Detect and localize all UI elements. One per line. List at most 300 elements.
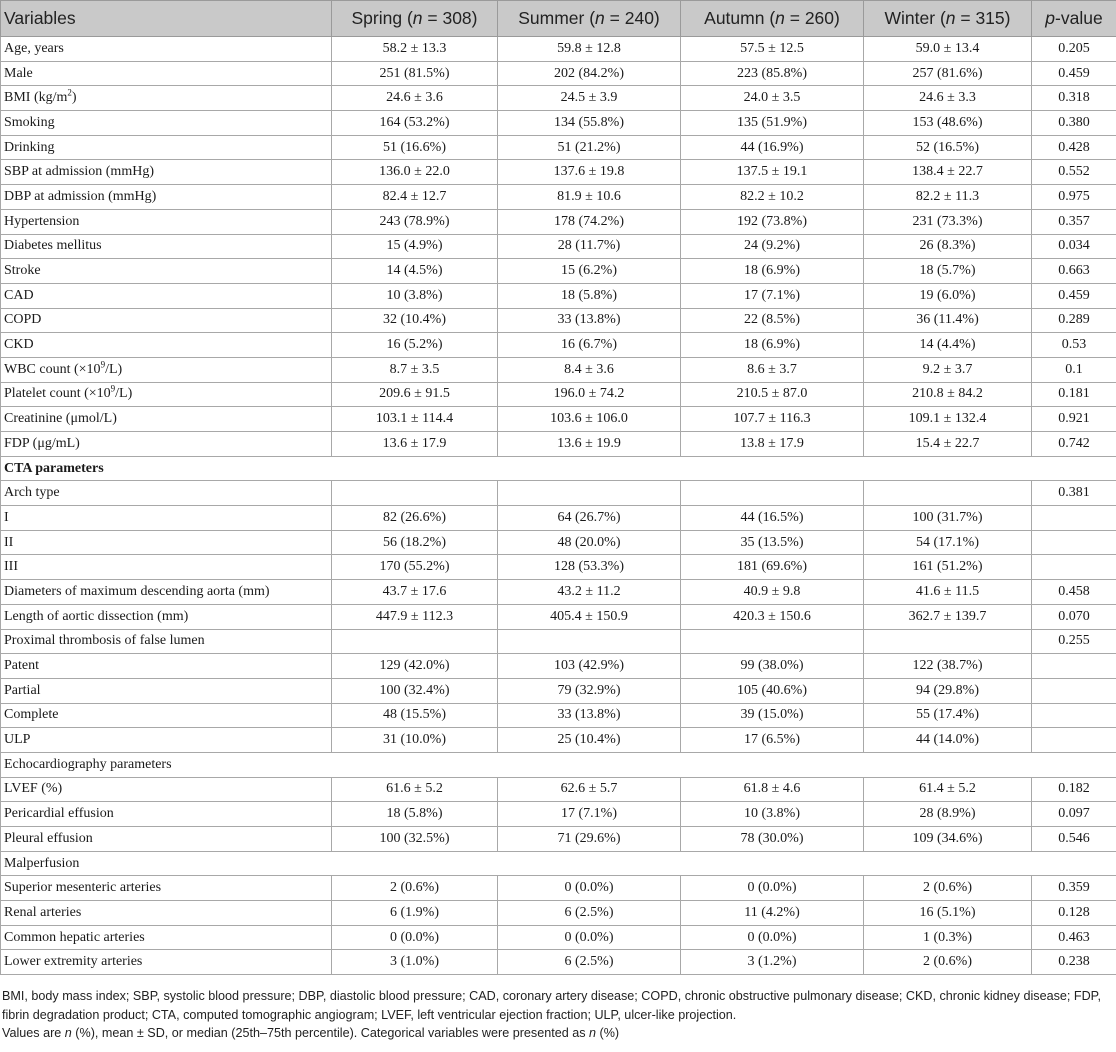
table-cell: 18 (6.9%) — [681, 333, 864, 358]
table-cell: 61.4 ± 5.2 — [864, 777, 1032, 802]
table-row — [1, 407, 1116, 432]
table-cell: 18 (6.9%) — [681, 259, 864, 284]
table-row — [1, 111, 1116, 136]
table-row — [1, 925, 1116, 950]
table-cell: 447.9 ± 112.3 — [332, 604, 498, 629]
table-cell: 6 (2.5%) — [498, 950, 681, 975]
table-cell: 56 (18.2%) — [332, 530, 498, 555]
table-cell: 6 (1.9%) — [332, 901, 498, 926]
row-label — [1, 654, 332, 679]
table-cell: 8.7 ± 3.5 — [332, 357, 498, 382]
table-cell: 0 (0.0%) — [498, 925, 681, 950]
table-row — [1, 950, 1116, 975]
table-cell: 0 (0.0%) — [332, 925, 498, 950]
table-row — [1, 160, 1116, 185]
column-header-label: n — [595, 8, 605, 28]
row-label-text: Pleural effusion — [4, 830, 93, 846]
values-note-part: Values are — [2, 1026, 65, 1041]
table-row — [1, 827, 1116, 852]
column-header — [864, 1, 1032, 37]
table-cell: 362.7 ± 139.7 — [864, 604, 1032, 629]
table-cell: 0 (0.0%) — [681, 925, 864, 950]
p-value-cell: 0.663 — [1032, 259, 1116, 284]
row-label-text: ) — [71, 90, 77, 106]
table-cell: 107.7 ± 116.3 — [681, 407, 864, 432]
p-value-cell — [1032, 703, 1116, 728]
row-label — [1, 185, 332, 210]
p-value-cell: 0.459 — [1032, 61, 1116, 86]
row-label — [1, 61, 332, 86]
values-note-part: (%), mean ± SD, or median (25th–75th percentile). Categorical variables were presented as — [71, 1026, 590, 1041]
table-cell: 135 (51.9%) — [681, 111, 864, 136]
row-label-text: WBC count (×10 — [4, 361, 101, 377]
row-label — [1, 308, 332, 333]
column-header-label: p — [1045, 8, 1056, 28]
row-label — [1, 530, 332, 555]
p-value-cell: 0.238 — [1032, 950, 1116, 975]
table-cell: 16 (5.2%) — [332, 333, 498, 358]
table-cell: 129 (42.0%) — [332, 654, 498, 679]
values-note-n: n — [589, 1026, 597, 1041]
row-label-text: BMI (kg/m — [4, 90, 68, 106]
row-label-text: Platelet count (×10 — [4, 386, 111, 402]
row-label-text: Arch type — [4, 485, 60, 501]
table-cell: 0 (0.0%) — [498, 876, 681, 901]
table-cell: 420.3 ± 150.6 — [681, 604, 864, 629]
column-header-label: n — [412, 8, 423, 28]
row-label — [1, 382, 332, 407]
table-cell: 209.6 ± 91.5 — [332, 382, 498, 407]
row-label-text: Complete — [4, 707, 59, 723]
table-cell: 128 (53.3%) — [498, 555, 681, 580]
row-label-text: Length of aortic dissection (mm) — [4, 608, 189, 624]
table-cell: 137.5 ± 19.1 — [681, 160, 864, 185]
column-header-label: = 260) — [784, 8, 840, 28]
table-cell: 8.6 ± 3.7 — [681, 357, 864, 382]
p-value-cell: 0.742 — [1032, 432, 1116, 457]
p-value-cell: 0.097 — [1032, 802, 1116, 827]
table-cell: 16 (6.7%) — [498, 333, 681, 358]
table-cell: 82.4 ± 12.7 — [332, 185, 498, 210]
row-label — [1, 506, 332, 531]
section-row — [1, 456, 1116, 481]
table-cell: 0 (0.0%) — [681, 876, 864, 901]
row-label-superscript: 9 — [110, 383, 116, 394]
row-label-text: III — [4, 559, 18, 575]
table-cell: 251 (81.5%) — [332, 61, 498, 86]
table-cell — [498, 481, 681, 506]
table-cell: 78 (30.0%) — [681, 827, 864, 852]
table-row — [1, 357, 1116, 382]
row-label-text: Patent — [4, 658, 39, 674]
table-cell: 2 (0.6%) — [864, 950, 1032, 975]
row-label — [1, 357, 332, 382]
p-value-cell: 0.975 — [1032, 185, 1116, 210]
table-cell: 15 (4.9%) — [332, 234, 498, 259]
table-cell — [681, 481, 864, 506]
table-body — [1, 37, 1116, 975]
table-cell: 134 (55.8%) — [498, 111, 681, 136]
row-label — [1, 481, 332, 506]
table-cell — [332, 629, 498, 654]
column-header-label: Autumn ( — [704, 8, 776, 28]
table-cell: 210.5 ± 87.0 — [681, 382, 864, 407]
column-header-label: Winter ( — [884, 8, 946, 28]
table-cell: 44 (14.0%) — [864, 728, 1032, 753]
table-cell: 17 (7.1%) — [681, 283, 864, 308]
row-label-text: Lower extremity arteries — [4, 954, 143, 970]
table-row — [1, 703, 1116, 728]
p-value-cell: 0.53 — [1032, 333, 1116, 358]
table-row — [1, 234, 1116, 259]
table-row — [1, 333, 1116, 358]
table-cell: 14 (4.4%) — [864, 333, 1032, 358]
row-label-text: Renal arteries — [4, 904, 82, 920]
table-cell: 24 (9.2%) — [681, 234, 864, 259]
table-cell: 6 (2.5%) — [498, 901, 681, 926]
p-value-cell — [1032, 555, 1116, 580]
row-label — [1, 728, 332, 753]
table-row — [1, 876, 1116, 901]
table-cell: 3 (1.2%) — [681, 950, 864, 975]
table-cell: 44 (16.9%) — [681, 135, 864, 160]
table-cell: 52 (16.5%) — [864, 135, 1032, 160]
row-label — [1, 160, 332, 185]
row-label — [1, 580, 332, 605]
row-label-text: Hypertension — [4, 213, 80, 229]
p-value-cell: 0.128 — [1032, 901, 1116, 926]
row-label-text: FDP (μg/mL) — [4, 435, 80, 451]
row-label — [1, 37, 332, 62]
table-cell: 137.6 ± 19.8 — [498, 160, 681, 185]
row-label-text: DBP at admission (mmHg) — [4, 188, 157, 204]
row-label-text: II — [4, 534, 14, 550]
table-cell: 100 (31.7%) — [864, 506, 1032, 531]
table-cell: 32 (10.4%) — [332, 308, 498, 333]
row-label-text: Diameters of maximum descending aorta (mm) — [4, 583, 270, 599]
row-label — [1, 901, 332, 926]
table-row — [1, 135, 1116, 160]
column-header-label: n — [775, 8, 785, 28]
table-cell: 13.6 ± 17.9 — [332, 432, 498, 457]
row-label — [1, 432, 332, 457]
table-cell: 64 (26.7%) — [498, 506, 681, 531]
p-value-cell: 0.289 — [1032, 308, 1116, 333]
table-cell: 257 (81.6%) — [864, 61, 1032, 86]
table-row — [1, 777, 1116, 802]
table-row — [1, 209, 1116, 234]
row-label-text: Partial — [4, 682, 41, 698]
table-cell: 28 (8.9%) — [864, 802, 1032, 827]
column-header — [498, 1, 681, 37]
row-label-text: /L) — [105, 361, 123, 377]
table-cell: 18 (5.7%) — [864, 259, 1032, 284]
row-label — [1, 111, 332, 136]
table-row — [1, 802, 1116, 827]
table-cell: 48 (15.5%) — [332, 703, 498, 728]
row-label — [1, 950, 332, 975]
table-row — [1, 654, 1116, 679]
p-value-cell — [1032, 530, 1116, 555]
table-cell: 24.0 ± 3.5 — [681, 86, 864, 111]
table-cell: 2 (0.6%) — [864, 876, 1032, 901]
table-cell: 15.4 ± 22.7 — [864, 432, 1032, 457]
row-label — [1, 333, 332, 358]
p-value-cell: 0.070 — [1032, 604, 1116, 629]
table-cell: 79 (32.9%) — [498, 678, 681, 703]
section-heading: Echocardiography parameters — [1, 752, 1116, 777]
row-label — [1, 876, 332, 901]
table-cell: 105 (40.6%) — [681, 678, 864, 703]
p-value-cell: 0.255 — [1032, 629, 1116, 654]
section-heading: Malperfusion — [1, 851, 1116, 876]
table-cell: 17 (7.1%) — [498, 802, 681, 827]
table-cell: 181 (69.6%) — [681, 555, 864, 580]
row-label-text: LVEF (%) — [4, 781, 63, 797]
p-value-cell: 0.458 — [1032, 580, 1116, 605]
row-label — [1, 407, 332, 432]
row-label-text: Superior mesenteric arteries — [4, 880, 162, 896]
table-cell: 13.8 ± 17.9 — [681, 432, 864, 457]
table-cell: 17 (6.5%) — [681, 728, 864, 753]
row-label — [1, 555, 332, 580]
table-cell: 170 (55.2%) — [332, 555, 498, 580]
section-row — [1, 851, 1116, 876]
row-label — [1, 678, 332, 703]
table-cell: 36 (11.4%) — [864, 308, 1032, 333]
table-row — [1, 728, 1116, 753]
table-cell: 8.4 ± 3.6 — [498, 357, 681, 382]
abbreviation-note: BMI, body mass index; SBP, systolic blood pressure; DBP, diastolic blood pressure; CAD, coronary artery disease; COPD, chronic obstructive pulmonary disease; CKD, chronic kidney disease; FDP, fibrin degradation product; CTA, computed tomographic angiogram; LVEF, left ventricular ejection fraction; ULP, ulcer-like projection. — [2, 989, 1101, 1022]
column-header-label: -value — [1055, 8, 1103, 28]
table-cell: 243 (78.9%) — [332, 209, 498, 234]
table-cell: 3 (1.0%) — [332, 950, 498, 975]
row-label-text: Pericardial effusion — [4, 806, 114, 822]
table-row — [1, 61, 1116, 86]
row-label-text: Age, years — [4, 40, 64, 56]
p-value-cell: 0.552 — [1032, 160, 1116, 185]
p-value-cell: 0.205 — [1032, 37, 1116, 62]
table-cell: 57.5 ± 12.5 — [681, 37, 864, 62]
table-cell: 35 (13.5%) — [681, 530, 864, 555]
table-row — [1, 629, 1116, 654]
table-cell: 33 (13.8%) — [498, 308, 681, 333]
table-cell: 10 (3.8%) — [332, 283, 498, 308]
row-label-text: CKD — [4, 337, 34, 353]
table-cell: 39 (15.0%) — [681, 703, 864, 728]
table-cell: 41.6 ± 11.5 — [864, 580, 1032, 605]
table-cell: 82.2 ± 10.2 — [681, 185, 864, 210]
table-cell: 210.8 ± 84.2 — [864, 382, 1032, 407]
row-label — [1, 827, 332, 852]
row-label-text: Smoking — [4, 114, 55, 130]
column-header — [681, 1, 864, 37]
table-row — [1, 604, 1116, 629]
table-cell: 51 (16.6%) — [332, 135, 498, 160]
table-cell: 43.7 ± 17.6 — [332, 580, 498, 605]
p-value-cell — [1032, 506, 1116, 531]
table-cell: 94 (29.8%) — [864, 678, 1032, 703]
table-row — [1, 555, 1116, 580]
row-label-text: Drinking — [4, 139, 55, 155]
table-cell: 48 (20.0%) — [498, 530, 681, 555]
table-cell: 103.1 ± 114.4 — [332, 407, 498, 432]
table-cell: 61.6 ± 5.2 — [332, 777, 498, 802]
p-value-cell: 0.182 — [1032, 777, 1116, 802]
p-value-cell: 0.921 — [1032, 407, 1116, 432]
column-header — [1032, 1, 1116, 37]
row-label-text: I — [4, 509, 9, 525]
table-cell: 100 (32.4%) — [332, 678, 498, 703]
table-row — [1, 901, 1116, 926]
row-label — [1, 777, 332, 802]
row-label-superscript: 2 — [67, 87, 72, 98]
p-value-cell: 0.459 — [1032, 283, 1116, 308]
table-cell: 59.0 ± 13.4 — [864, 37, 1032, 62]
table-cell: 31 (10.0%) — [332, 728, 498, 753]
table-cell: 196.0 ± 74.2 — [498, 382, 681, 407]
table-cell: 28 (11.7%) — [498, 234, 681, 259]
p-value-cell: 0.546 — [1032, 827, 1116, 852]
table-cell: 58.2 ± 13.3 — [332, 37, 498, 62]
table-cell: 223 (85.8%) — [681, 61, 864, 86]
table-cell: 103.6 ± 106.0 — [498, 407, 681, 432]
table-cell: 62.6 ± 5.7 — [498, 777, 681, 802]
table-cell: 405.4 ± 150.9 — [498, 604, 681, 629]
table-cell: 136.0 ± 22.0 — [332, 160, 498, 185]
row-label — [1, 802, 332, 827]
p-value-cell — [1032, 678, 1116, 703]
table-cell: 33 (13.8%) — [498, 703, 681, 728]
table-row — [1, 86, 1116, 111]
row-label-text: Creatinine (μmol/L) — [4, 411, 117, 427]
row-label — [1, 925, 332, 950]
table-cell: 40.9 ± 9.8 — [681, 580, 864, 605]
table-row — [1, 259, 1116, 284]
p-value-cell: 0.181 — [1032, 382, 1116, 407]
row-label-text: Stroke — [4, 263, 41, 279]
table-cell: 9.2 ± 3.7 — [864, 357, 1032, 382]
table-cell: 14 (4.5%) — [332, 259, 498, 284]
table-row — [1, 481, 1116, 506]
column-header-label: = 315) — [955, 8, 1011, 28]
table-cell: 24.6 ± 3.3 — [864, 86, 1032, 111]
table-cell: 18 (5.8%) — [498, 283, 681, 308]
values-note — [2, 1024, 1114, 1043]
table-cell — [864, 629, 1032, 654]
table-row — [1, 37, 1116, 62]
table-row — [1, 580, 1116, 605]
column-header-label: Spring ( — [351, 8, 413, 28]
row-label-text: CAD — [4, 287, 34, 303]
table-cell: 26 (8.3%) — [864, 234, 1032, 259]
table-cell — [864, 481, 1032, 506]
table-cell: 2 (0.6%) — [332, 876, 498, 901]
table-cell — [498, 629, 681, 654]
table-cell: 82.2 ± 11.3 — [864, 185, 1032, 210]
table-cell: 192 (73.8%) — [681, 209, 864, 234]
section-heading: CTA parameters — [1, 456, 1116, 481]
table-cell: 24.6 ± 3.6 — [332, 86, 498, 111]
header-row — [1, 1, 1116, 37]
table-cell — [332, 481, 498, 506]
table-row — [1, 283, 1116, 308]
table-cell: 59.8 ± 12.8 — [498, 37, 681, 62]
row-label-text: SBP at admission (mmHg) — [4, 164, 154, 180]
p-value-cell: 0.1 — [1032, 357, 1116, 382]
row-label — [1, 234, 332, 259]
row-label-text: Male — [4, 65, 33, 81]
values-note-n: n — [64, 1026, 72, 1041]
table-cell: 122 (38.7%) — [864, 654, 1032, 679]
column-header — [1, 1, 332, 37]
table-cell: 138.4 ± 22.7 — [864, 160, 1032, 185]
column-header-label: Variables — [4, 8, 76, 28]
table-cell: 18 (5.8%) — [332, 802, 498, 827]
p-value-cell: 0.381 — [1032, 481, 1116, 506]
table-cell: 22 (8.5%) — [681, 308, 864, 333]
table-cell: 81.9 ± 10.6 — [498, 185, 681, 210]
p-value-cell — [1032, 654, 1116, 679]
table-cell: 54 (17.1%) — [864, 530, 1032, 555]
row-label — [1, 604, 332, 629]
p-value-cell: 0.359 — [1032, 876, 1116, 901]
table-cell: 82 (26.6%) — [332, 506, 498, 531]
row-label-text: Common hepatic arteries — [4, 929, 145, 945]
p-value-cell: 0.034 — [1032, 234, 1116, 259]
row-label-text: Diabetes mellitus — [4, 238, 102, 254]
table-cell: 44 (16.5%) — [681, 506, 864, 531]
table-cell: 61.8 ± 4.6 — [681, 777, 864, 802]
p-value-cell: 0.428 — [1032, 135, 1116, 160]
table-row — [1, 678, 1116, 703]
section-row — [1, 752, 1116, 777]
table-cell: 161 (51.2%) — [864, 555, 1032, 580]
table-row — [1, 432, 1116, 457]
table-row — [1, 382, 1116, 407]
row-label — [1, 703, 332, 728]
row-label-text: /L) — [115, 386, 133, 402]
table-cell: 51 (21.2%) — [498, 135, 681, 160]
column-header-label: n — [945, 8, 956, 28]
table-row — [1, 530, 1116, 555]
row-label — [1, 209, 332, 234]
table-cell: 103 (42.9%) — [498, 654, 681, 679]
table-cell: 99 (38.0%) — [681, 654, 864, 679]
row-label — [1, 135, 332, 160]
p-value-cell: 0.463 — [1032, 925, 1116, 950]
table-cell: 164 (53.2%) — [332, 111, 498, 136]
row-label-text: Proximal thrombosis of false lumen — [4, 633, 205, 649]
table-cell: 24.5 ± 3.9 — [498, 86, 681, 111]
table-cell: 178 (74.2%) — [498, 209, 681, 234]
values-note-part: (%) — [596, 1026, 620, 1041]
table-cell: 153 (48.6%) — [864, 111, 1032, 136]
table-cell: 109 (34.6%) — [864, 827, 1032, 852]
table-cell: 15 (6.2%) — [498, 259, 681, 284]
table-cell: 231 (73.3%) — [864, 209, 1032, 234]
row-label — [1, 86, 332, 111]
table-cell: 43.2 ± 11.2 — [498, 580, 681, 605]
table-cell: 1 (0.3%) — [864, 925, 1032, 950]
table-cell: 109.1 ± 132.4 — [864, 407, 1032, 432]
p-value-cell: 0.357 — [1032, 209, 1116, 234]
table-cell: 13.6 ± 19.9 — [498, 432, 681, 457]
table-cell — [681, 629, 864, 654]
table-footnotes — [0, 975, 1116, 1043]
row-label-superscript: 9 — [100, 359, 106, 370]
p-value-cell: 0.318 — [1032, 86, 1116, 111]
